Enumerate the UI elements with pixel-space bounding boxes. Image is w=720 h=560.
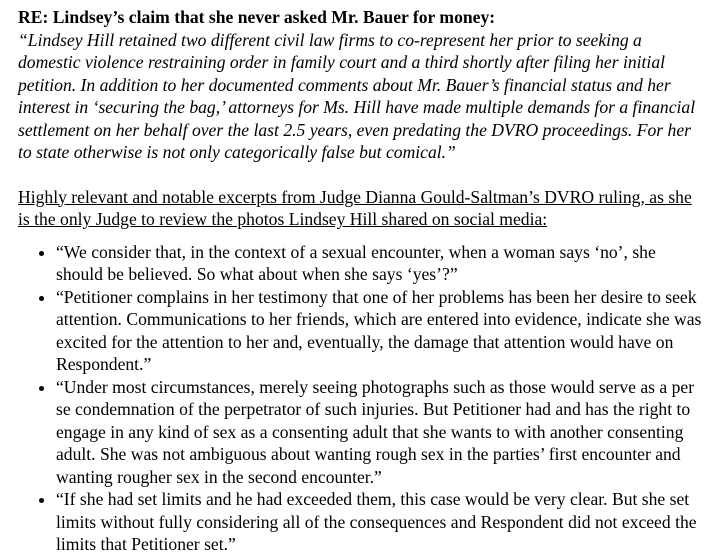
excerpt-item: • “If she had set limits and he had exceeded them, this case would be very clear. But she set limits without fully considering all of the consequences and Respondent did not exceed the limits that Petitioner set.” bbox=[56, 488, 706, 556]
statement-quote: “Lindsey Hill retained two different civil law firms to co-represent her prior to seeking a domestic violence restraining order in family court and a third shortly after filing her initial petition. In addition to her documented comments about Mr. Bauer’s financial status and her interest in ‘securing the bag,’ attorneys for Ms. Hill have made multiple demands for a financial settlement on her behalf over the last 2.5 years, even predating the DVRO proceedings. For her to state otherwise is not only categorically false but comical.” bbox=[18, 29, 696, 162]
excerpt-item: • “We consider that, in the context of a sexual encounter, when a woman says ‘no’, she should be believed. So what about when she says ‘yes’?” bbox=[56, 241, 706, 286]
paragraph-gap bbox=[18, 164, 706, 186]
heading: RE: Lindsey’s claim that she never asked Mr. Bauer for money: bbox=[18, 7, 496, 27]
excerpt-item: • “Petitioner complains in her testimony that one of her problems has been her desire to seek attention. Communications to her friends, which are entered into evidence, indicate she was excited for the attention to her and, eventually, the damage that attention would have on Respondent.” bbox=[56, 286, 706, 376]
excerpt-item: • “Under most circumstances, merely seeing photographs such as those would serve as a per se condemnation of the perpetrator of such injuries. But Petitioner had and has the right to engage in any kind of sex as a consenting adult that she wants to with another consenting adult. She was not ambiguous about wanting rough sex in the parties’ first encounter and wanting rougher sex in the second encounter.” bbox=[56, 376, 706, 489]
excerpts-list bbox=[18, 241, 706, 556]
excerpts-intro: Highly relevant and notable excerpts from Judge Dianna Gould-Saltman’s DVRO ruling, as she is the only Judge to review the photos Lindsey Hill shared on social media: bbox=[18, 186, 692, 229]
